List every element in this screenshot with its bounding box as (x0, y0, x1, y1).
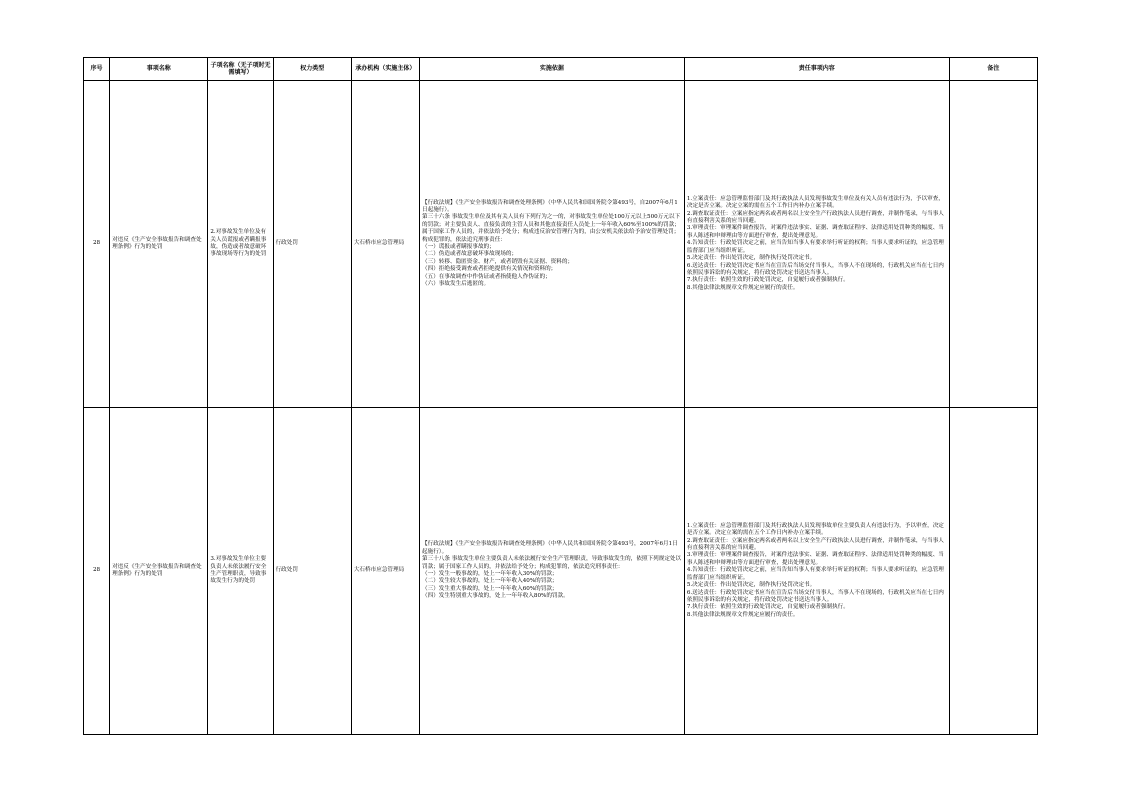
duty-line: 1.立案责任：应急管理监督部门及其行政执法人员发现事故发生单位及有关人员有违法行为，予以审查，决定是否立案。决定立案的需在五个工作日内补办立案手续。 (686, 195, 944, 210)
header-basis: 实施依据 (420, 58, 685, 81)
cell-basis (420, 81, 685, 408)
duty-line: 7.执行责任：依照生效的行政处罚决定，自觉履行或者强制执行。 (686, 277, 849, 284)
table-row (84, 81, 1038, 408)
basis-line: （五）在事故调查中作伪证或者指使他人作伪证的； (422, 273, 551, 280)
duty-line: 8.其他法律法规规章文件规定应履行的责任。 (686, 611, 799, 618)
header-agency: 承办机构（实施主体） (351, 58, 419, 81)
cell-sub-item-name: 3.对事故发生单位主要负责人未依法履行安全生产管理职责，导致事故发生行为的处罚 (208, 408, 273, 735)
basis-line: （四）拒绝接受调查或者拒绝提供有关情况和资料的； (422, 266, 557, 273)
responsibility-table (83, 57, 1038, 735)
basis-line: 【行政法规】《生产安全事故报告和调查处理条例》（中华人民共和国国务院令第493号，2007年6月1日起施行）。 (422, 541, 678, 555)
header-remarks: 备注 (949, 58, 1037, 81)
cell-basis (420, 408, 685, 735)
basis-line: （二）发生较大事故的，处上一年年收入40%的罚款； (422, 578, 558, 585)
cell-power-type: 行政处罚 (273, 408, 351, 735)
cell-power-type: 行政处罚 (273, 81, 351, 408)
cell-agency: 大石桥市应急管理局 (351, 408, 419, 735)
basis-line: （四）发生特别重大事故的，处上一年年收入80%的罚款。 (422, 593, 569, 600)
duty-line: 7.执行责任：依照生效的行政处罚决定，自觉履行或者强制执行。 (686, 604, 849, 611)
header-duty: 责任事项内容 (684, 58, 949, 81)
cell-seq: 28 (84, 81, 110, 408)
basis-line: （三）转移、隐匿资金、财产，或者销毁有关证据、资料的； (422, 258, 574, 265)
basis-line: （六）事故发生后逃匿的。 (422, 281, 490, 288)
cell-sub-item-name: 2.对事故发生单位及有关人员谎报或者瞒报事故，伪造或者故意破坏事故现场等行为的处罚 (208, 81, 273, 408)
header-row (84, 58, 1038, 81)
cell-duty (684, 408, 949, 735)
header-seq: 序号 (84, 58, 110, 81)
duty-line: 5.决定责任：作出处罚决定，制作执行处罚决定书。 (686, 582, 816, 589)
basis-line: 【行政法规】《生产安全事故报告和调查处理条例》（中华人民共和国国务院令第493号，自2007年6月1日起施行）。 (422, 199, 678, 213)
duty-line: 4.告知责任：行政处罚决定之前，应当告知当事人有要求举行听证的权利；当事人要求听证的，应急管理监督部门应当组织听证。 (686, 240, 944, 254)
cell-duty (684, 81, 949, 408)
basis-line: （一）发生一般事故的，处上一年年收入30%的罚款； (422, 571, 558, 577)
header-item-name: 事项名称 (110, 58, 208, 81)
cell-item-name: 对违反《生产安全事故报告和调查处理条例》行为的处罚 (110, 81, 208, 408)
duty-line: 5.决定责任：作出处罚决定，制作执行处罚决定书。 (686, 255, 816, 262)
cell-item-name: 对违反《生产安全事故报告和调查处理条例》行为的处罚 (110, 408, 208, 735)
basis-line: 第三十八条 事故发生单位主要负责人未依法履行安全生产管理职责，导致事故发生的，依照下列规定处以罚款；属于国家工作人员的，并依法给予处分；构成犯罪的，依法追究刑事责任： (422, 556, 682, 570)
duty-line: 6.送达责任：行政处罚决定书应当在宣告后当场交付当事人，当事人不在现场的，行政机关应当在七日内依照民事诉讼的有关规定，将行政处罚决定书送达当事人。 (686, 589, 944, 603)
cell-agency: 大石桥市应急管理局 (351, 81, 419, 408)
cell-remarks (949, 81, 1037, 408)
duty-line: 6.送达责任：行政处罚决定书应当在宣告后当场交付当事人，当事人不在现场的，行政机关应当在七日内依照民事诉讼的有关规定，将行政处罚决定书送达当事人。 (686, 262, 944, 276)
header-power-type: 权力类型 (273, 58, 351, 81)
duty-line: 2.调查取证责任：立案应指定两名或者两名以上安全生产行政执法人员进行调查，并制作笔录，与当事人有直接利害关系的应当回避。 (686, 210, 944, 225)
duty-line: 4.告知责任：行政处罚决定之前，应当告知当事人有要求举行听证的权利；当事人要求听证的，应急管理监督部门应当组织听证。 (686, 567, 944, 581)
cell-seq: 28 (84, 408, 110, 735)
duty-line: 8.其他法律法规规章文件规定应履行的责任。 (686, 284, 799, 291)
duty-line: 1.立案责任：应急管理监督部门及其行政执法人员发现事故单位主要负责人有违法行为，予以审查，决定是否立案。决定立案的需在五个工作日内补办立案手续。 (686, 522, 944, 537)
basis-line: （三）发生重大事故的，处上一年年收入60%的罚款； (422, 585, 558, 592)
duty-line: 3.审理责任：审理案件调查报告，对案件违法事实、证据、调查取证程序、法律适用处罚种类的幅度、当事人陈述和申辩理由等方面进行审查，提出处理意见。 (686, 225, 944, 239)
basis-line: （二）伪造或者故意破坏事故现场的； (422, 251, 518, 258)
header-sub-item-name: 子项名称（无子项时无需填写） (208, 58, 273, 81)
table-row (84, 408, 1038, 735)
basis-line: 第三十六条 事故发生单位及其有关人员有下列行为之一的，对事故发生单位处100万元以上500万元以下的罚款；对主要负责人、直接负责的主管人员和其他直接责任人员处上一年年收入60%至100%的罚款；属于国家工作人员的，并依法给予处分；构成违反治安管理行为的，由公安机关依法给予治安管理处罚；构成犯罪的，依法追究刑事责任： (422, 214, 681, 243)
duty-line: 2.调查取证责任：立案应指定两名或者两名以上安全生产行政执法人员进行调查，并制作笔录，与当事人有直接利害关系的应当回避。 (686, 537, 944, 552)
cell-remarks (949, 408, 1037, 735)
duty-line: 3.审理责任：审理案件调查报告，对案件违法事实、证据、调查取证程序、法律适用处罚种类的幅度、当事人陈述和申辩理由等方面进行审查，提出处理意见。 (686, 552, 944, 566)
basis-line: （一）谎报或者瞒报事故的； (422, 244, 495, 250)
